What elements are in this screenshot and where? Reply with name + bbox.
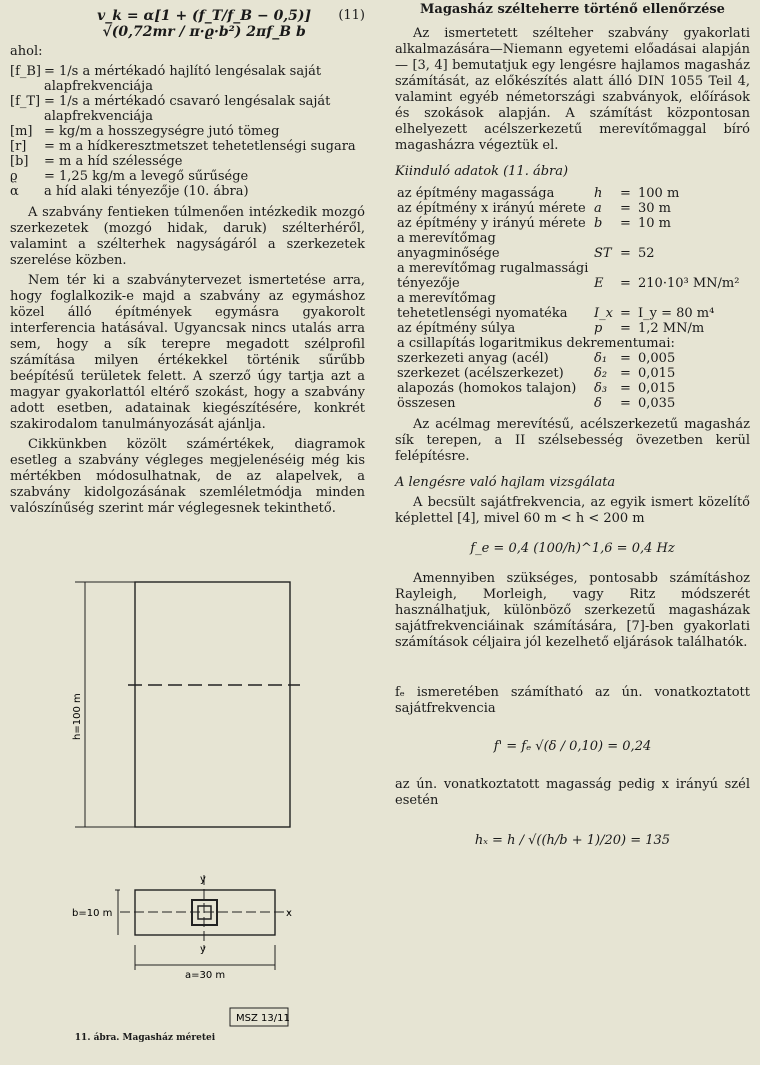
equation-f: f' = fₑ √(δ / 0,10) = 0,24 <box>493 739 652 754</box>
definition-symbol: α <box>10 184 19 199</box>
row-value: 10 m <box>638 216 672 231</box>
table-row <box>395 261 750 291</box>
definition-symbol: [f_B] <box>10 64 42 79</box>
table-row <box>395 291 750 321</box>
row-label: a csillapítás logaritmikus dekrementumai: <box>397 336 675 351</box>
row-label: összesen <box>397 396 456 411</box>
definition-symbol: ϱ <box>10 169 18 184</box>
intro-paragraph: Az ismertetett szélteher szabvány gyakorlati alkalmazására—Niemann egyetemi előadásai alapján — [3, 4] bemutatjuk egy lengésre hajlamos magasház számítását, az előkészítés alatt álló DIN 1055 Teil 4, valamint egyéb németországi szabványok, előírások és szokások alapján. A számítást központosan elhelyezett acélszerkezetű merevítőmaggal bíró magasházra végeztük el. <box>395 26 750 153</box>
definition-symbol: [b] <box>10 154 29 169</box>
row-value: 0,015 <box>638 381 676 396</box>
equation-11-row <box>10 8 365 40</box>
paragraph-2: Nem tér ki a szabványtervezet ismertetése arra, hogy foglalkozik-e majd a szabvány az egymáshoz közel álló építmények egymásra gyakorolt interferencia hatásával. Ugyancsak nincs utalás arra sem, hogy a sík terepre megadott szélprofil számítása milyen értékekkel történik sűrűbb beépítésű területek felett. A szerző úgy tartja azt a magyar gyakorlattól eltérő szokást, hogy a szabvány adott esetben, adatainak kiegészítésére, konkrét szakirodalom tanulmányozását ajánlja. <box>10 273 365 432</box>
row-equals: = <box>620 321 631 336</box>
y-axis-bottom-label: y <box>200 944 206 955</box>
row-symbol: δ₂ <box>594 366 608 381</box>
row-symbol: δ <box>594 396 602 411</box>
table-row <box>395 366 750 381</box>
x-axis-label: x <box>286 908 292 919</box>
width-b-label: b=10 m <box>72 908 113 919</box>
table-row <box>395 216 750 231</box>
y-axis-top-label: y <box>200 874 206 885</box>
row-value: 30 m <box>638 201 672 216</box>
paragraph-3: Cikkünkben közölt számértékek, diagramok esetleg a szabvány végleges megjelenéséig még kis mértékben módosulhatnak, de az alapelvek, a szabvány kidolgozásának szemléletmódja minden valószínűség szerint már véglegesnek tekinthető. <box>10 437 365 516</box>
definition-symbol: [f_T] <box>10 94 41 109</box>
paragraph-acel: Az acélmag merevítésű, acélszerkezetű magasház sík terepen, a II szélsebesség övezetben kerül felépítésre. <box>395 417 750 464</box>
building-drawing <box>10 560 365 1045</box>
row-symbol: p <box>594 321 603 336</box>
row-label: szerkezeti anyag (acél) <box>397 351 549 366</box>
paragraph-vonatkoztatott: az ún. vonatkoztatott magasság pedig x irányú szél esetén <box>395 777 750 808</box>
row-equals: = <box>620 246 631 261</box>
row-value: 0,005 <box>638 351 676 366</box>
row-equals: = <box>620 306 631 321</box>
row-label: a merevítőmag anyagminősége <box>397 231 500 261</box>
figure-caption: 11. ábra. Magasház méretei <box>74 1033 216 1043</box>
left-column <box>10 0 365 1043</box>
row-equals: = <box>620 276 631 291</box>
row-label: alapozás (homokos talajon) <box>397 381 577 396</box>
section-2-heading: A lengésre való hajlam vizsgálata <box>395 475 616 490</box>
row-symbol: E <box>594 276 604 291</box>
figure-11 <box>10 560 365 1045</box>
row-symbol: h <box>594 186 603 201</box>
table-row <box>395 396 750 411</box>
definition-text: = 1,25 kg/m a levegő sűrűsége <box>44 169 249 184</box>
row-equals: = <box>620 201 631 216</box>
row-label: az építmény súlya <box>397 321 516 336</box>
row-label: az építmény magassága <box>397 186 555 201</box>
table-row <box>395 321 750 336</box>
paragraph-becsult: A becsült sajátfrekvencia, az egyik ismert közelítő képlettel [4], mivel 60 m < h < 200 m <box>395 495 750 526</box>
row-equals: = <box>620 186 631 201</box>
stamp-label: MSZ 13/11 <box>236 1013 290 1024</box>
row-value: 52 <box>638 246 655 261</box>
row-value: 0,035 <box>638 396 676 411</box>
row-label: szerkezet (acélszerkezet) <box>397 366 564 381</box>
definition-item <box>10 169 365 184</box>
row-label: a merevítőmag tehetetlenségi nyomatéka <box>397 291 568 321</box>
definition-item <box>10 184 365 199</box>
equation-11: v_k = α[1 + (f_T/f_B − 0,5)] √(0,72mr / π·ϱ·b²) 2πf_B b <box>97 8 312 40</box>
table-row <box>395 351 750 366</box>
row-symbol: a <box>594 201 602 216</box>
row-equals: = <box>620 381 631 396</box>
definition-item <box>10 64 365 94</box>
row-label: az építmény x irányú mérete <box>397 201 586 216</box>
definition-item <box>10 139 365 154</box>
table-row <box>395 231 750 261</box>
definition-text: a híd alaki tényezője (10. ábra) <box>44 184 249 199</box>
table-row <box>395 336 750 351</box>
definition-symbol: [r] <box>10 139 27 154</box>
definition-item <box>10 154 365 169</box>
row-value: 1,2 MN/m <box>638 321 705 336</box>
definitions-list <box>10 64 365 199</box>
paragraph-amennyiben: Amennyiben szükséges, pontosabb számításhoz Rayleigh, Morleigh, vagy Ritz módszerét használhatjuk, különböző szerkezetű magasházak sajátfrekvenciáinak számítására, [7]-ben gyakorlati számítások céljaira jól kezelhető eljárások találhatók. <box>395 571 750 650</box>
row-equals: = <box>620 351 631 366</box>
definition-symbol: [m] <box>10 124 33 139</box>
row-value: I_y = 80 m⁴ <box>638 306 715 321</box>
row-symbol: δ₃ <box>594 381 608 396</box>
paragraph-fe: fₑ ismeretében számítható az ún. vonatkoztatott sajátfrekvencia <box>395 685 750 716</box>
row-equals: = <box>620 366 631 381</box>
definition-item <box>10 94 365 124</box>
row-symbol: ST <box>594 246 612 261</box>
definition-text: = kg/m a hosszegységre jutó tömeg <box>44 124 280 139</box>
row-value: 0,015 <box>638 366 676 381</box>
height-label: h=100 m <box>72 693 83 740</box>
table-row <box>395 201 750 216</box>
right-column <box>395 0 750 849</box>
row-equals: = <box>620 216 631 231</box>
ahol-label: ahol: <box>10 44 43 59</box>
equation-fe: f_e = 0,4 (100/h)^1,6 = 0,4 Hz <box>470 541 675 556</box>
row-symbol: I_x <box>594 306 613 321</box>
initial-data-heading: Kiinduló adatok (11. ábra) <box>395 164 569 179</box>
equation-11-number: (11) <box>338 8 365 23</box>
row-label: az építmény y irányú mérete <box>397 216 586 231</box>
definition-text: = 1/s a mértékadó csavaró lengésalak saját alapfrekvenciája <box>44 94 331 124</box>
row-value: 100 m <box>638 186 680 201</box>
table-row <box>395 381 750 396</box>
row-value: 210·10³ MN/m² <box>638 276 740 291</box>
definition-text: = m a híd szélessége <box>44 154 183 169</box>
row-equals: = <box>620 396 631 411</box>
length-a-label: a=30 m <box>185 970 226 981</box>
initial-data-table <box>395 186 750 411</box>
definition-text: = m a hídkeresztmetszet tehetetlenségi sugara <box>44 139 356 154</box>
equation-hx: hₓ = h / √((h/b + 1)/20) = 135 <box>474 833 671 848</box>
row-symbol: δ₁ <box>594 351 608 366</box>
definition-item <box>10 124 365 139</box>
row-symbol: b <box>594 216 603 231</box>
row-label: a merevítőmag rugalmassági tényezője <box>397 261 589 291</box>
definition-text: = 1/s a mértékadó hajlító lengésalak saját alapfrekvenciája <box>44 64 322 94</box>
table-row <box>395 186 750 201</box>
section-title: Magasház szélteherre történő ellenőrzése <box>420 2 725 17</box>
paragraph-1: A szabvány fentieken túlmenően intézkedik mozgó szerkezetek (mozgó hidak, daruk) szélterhéről, valamint a szélterhek nagyságáról a szerkezetek szerelése közben. <box>10 205 365 268</box>
